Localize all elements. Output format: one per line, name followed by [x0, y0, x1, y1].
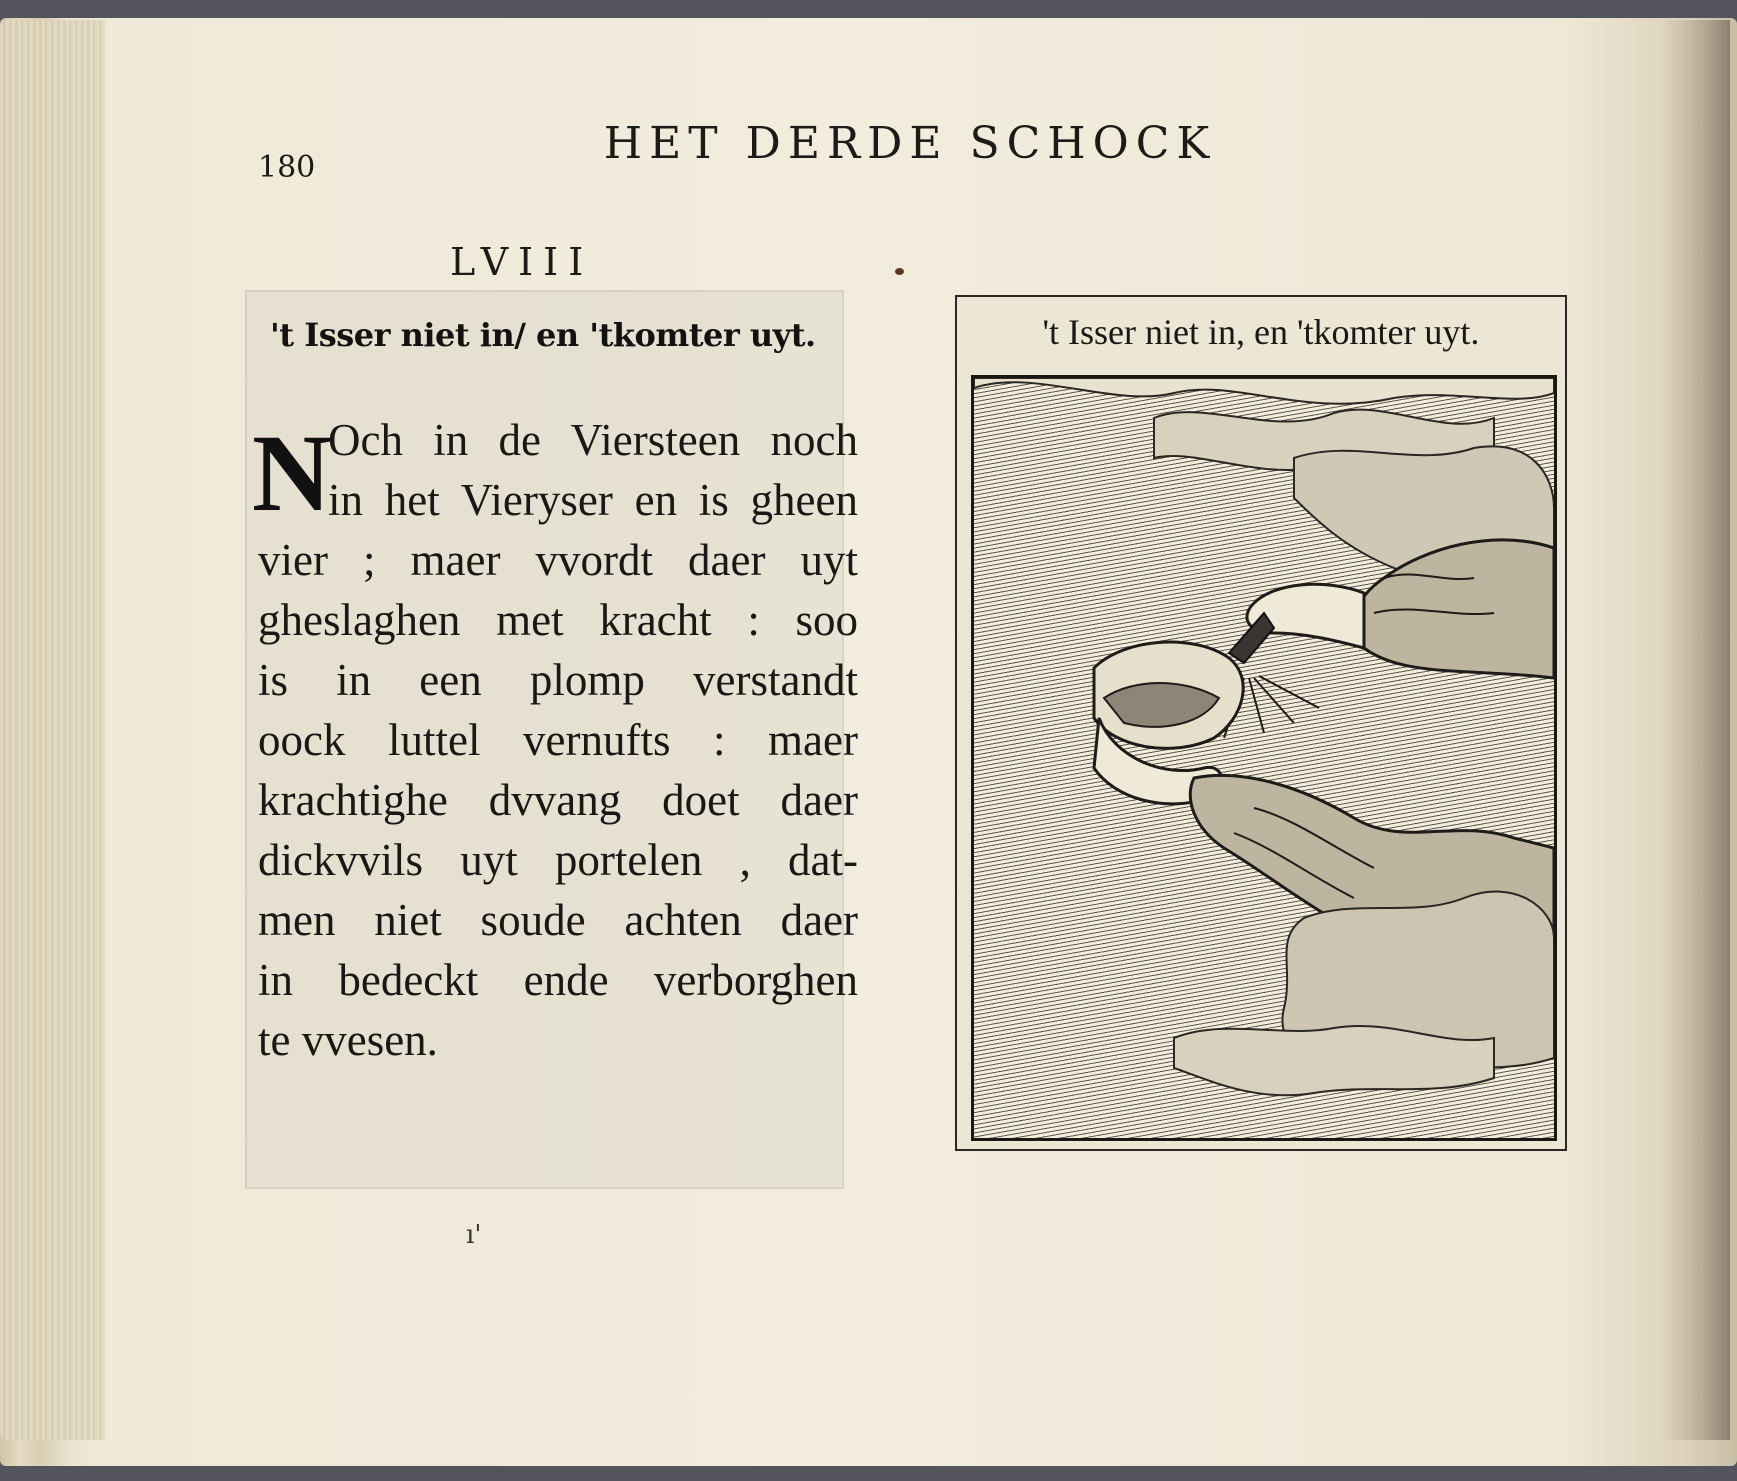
body-line: in bedeckt ende verborghen	[258, 955, 858, 1005]
body-line: gheslaghen met kracht : soo	[258, 595, 858, 645]
running-head: HET DERDE SCHOCK	[603, 118, 1217, 169]
body-line: dickvvils uyt portelen , dat-	[258, 835, 858, 885]
body-line: men niet soude achten daer	[258, 895, 858, 945]
body-line: is in een plomp verstandt	[258, 655, 858, 705]
body-line: vier ; maer vvordt daer uyt	[258, 535, 858, 585]
stray-mark: ı'	[466, 1220, 482, 1250]
drop-cap: N	[252, 412, 332, 534]
plate-motto: 't Isser niet in, en 'tkomter uyt.	[1042, 312, 1480, 352]
emblem-number: LVIII	[450, 240, 594, 284]
page-number: 180	[258, 150, 316, 185]
engraving-illustration	[974, 378, 1554, 1138]
emblem-motto: 't Isser niet in/ en 'tkomter uyt.	[270, 316, 816, 354]
body-line: Och in de Viersteen noch	[328, 415, 858, 465]
body-line: krachtighe dvvang doet daer	[258, 775, 858, 825]
engraving-plate	[955, 295, 1567, 1151]
body-text	[258, 410, 858, 1070]
gutter-shadow	[1660, 20, 1730, 1440]
body-line: oock luttel vernufts : maer	[258, 715, 858, 765]
body-line: in het Vieryser en is gheen	[328, 475, 858, 525]
body-line: te vvesen.	[258, 1015, 438, 1065]
engraving-image	[971, 375, 1557, 1141]
ink-dot	[895, 268, 904, 275]
page-edges	[0, 20, 105, 1440]
